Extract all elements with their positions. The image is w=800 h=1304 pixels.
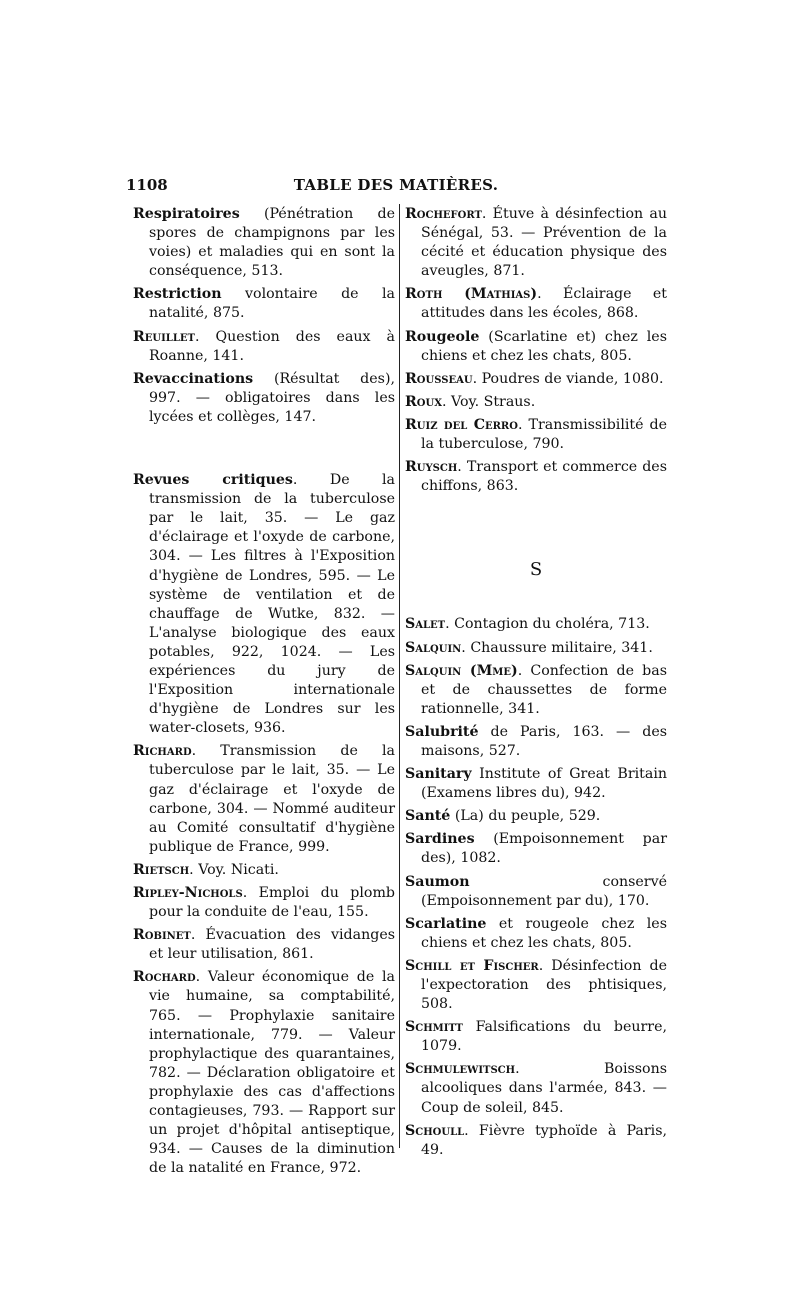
index-entry: Saumon conservé (Empoisonnement par du), 170.: [405, 873, 667, 909]
index-entry: Restriction volontaire de la natalité, 875.: [133, 286, 395, 322]
blank-space: [133, 431, 395, 471]
index-entry: Schoull. Fièvre typhoïde à Paris, 49.: [405, 1122, 667, 1158]
index-entry: Roux. Voy. Straus.: [405, 393, 536, 410]
index-entry: Rousseau. Poudres de viande, 1080.: [405, 370, 664, 387]
index-entry: Rochefort. Étuve à désinfection au Sénégal, 53. — Prévention de la cécité et éducation physique des aveugles, 871.: [405, 206, 667, 280]
index-entry: Richard. Transmission de la tuberculose par le lait, 35. — Le gaz d'éclairage et l'oxyde de carbone, 304. — Nommé auditeur au Comité consultatif d'hygiène publique de France, 999.: [133, 743, 395, 855]
index-entry: Schmulewitsch. Boissons alcooliques dans l'armée, 843. — Coup de soleil, 845.: [405, 1061, 667, 1116]
index-entry: Santé (La) du peuple, 529.: [405, 808, 601, 825]
index-entry: Salubrité de Paris, 163. — des maisons, 527.: [405, 723, 667, 759]
index-entry: Revaccinations (Résultat des), 997. — obligatoires dans les lycées et collèges, 147.: [133, 370, 395, 425]
index-entry: Schmitt Falsifications du beurre, 1079.: [405, 1019, 667, 1055]
index-entry: Salquin (Mme). Confection de bas et de chaussettes de forme rationnelle, 341.: [405, 662, 667, 717]
blank-space: [405, 579, 667, 615]
index-entry: Sanitary Institute of Great Britain (Examens libres du), 942.: [405, 766, 667, 802]
index-entry: Robinet. Évacuation des vidanges et leur utilisation, 861.: [133, 927, 395, 963]
page-number: 1108: [126, 176, 168, 194]
index-entry: Revues critiques. De la transmission de la tuberculose par le lait, 35. — Le gaz d'éclairage et l'oxyde de carbone, 304. — Les filtres à l'Exposition d'hygiène de Londres, 595. — Le système de ventilation et de chauffage de Wutke, 832. — L'analyse biologique des eaux potables, 922, 1024. — Les expériences du jury de l'Exposition internationale d'hygiène de Londres sur les water-closets, 936.: [133, 472, 395, 737]
index-entry: Scarlatine et rougeole chez les chiens et chez les chats, 805.: [405, 915, 667, 951]
index-entry: Ruiz del Cerro. Transmissibilité de la tuberculose, 790.: [405, 416, 667, 453]
index-entry: Reuillet. Question des eaux à Roanne, 141.: [133, 328, 395, 364]
running-title: TABLE DES MATIÈRES.: [293, 176, 499, 194]
column-divider: [399, 204, 400, 1148]
index-entry: Sardines (Empoisonnement par des), 1082.: [405, 831, 667, 867]
index-entry: Salet. Contagion du choléra, 713.: [405, 616, 650, 633]
blank-space: [405, 500, 667, 560]
index-entry: Respiratoires (Pénétration de spores de champignons par les voies) et maladies qui en sont la conséquence, 513.: [133, 206, 395, 280]
right-column: [405, 205, 667, 1164]
index-entry: Rietsch. Voy. Nicati.: [133, 861, 279, 878]
index-entry: Ruysch. Transport et commerce des chiffons, 863.: [405, 459, 667, 495]
left-column: [133, 205, 395, 1182]
index-entry: Rochard. Valeur économique de la vie humaine, sa comptabilité, 765. — Prophylaxie sanitaire internationale, 779. — Valeur prophylactique des quarantaines, 782. — Déclaration obligatoire et prophylaxie des cas d'affections contagieuses, 793. — Rapport sur un projet d'hôpital antiseptique, 934. — Causes de la diminution de la natalité en France, 972.: [133, 969, 395, 1177]
index-entry: Salquin. Chaussure militaire, 341.: [405, 639, 653, 656]
index-entry: Ripley-Nichols. Emploi du plomb pour la conduite de l'eau, 155.: [133, 885, 395, 921]
section-letter: S: [529, 559, 543, 581]
index-entry: Schill et Fischer. Désinfection de l'expectoration des phtisiques, 508.: [405, 957, 667, 1013]
page-header: [126, 176, 666, 198]
index-entry: Roth (Mathias). Éclairage et attitudes dans les écoles, 868.: [405, 286, 667, 322]
index-entry: Rougeole (Scarlatine et) chez les chiens et chez les chats, 805.: [405, 328, 667, 364]
